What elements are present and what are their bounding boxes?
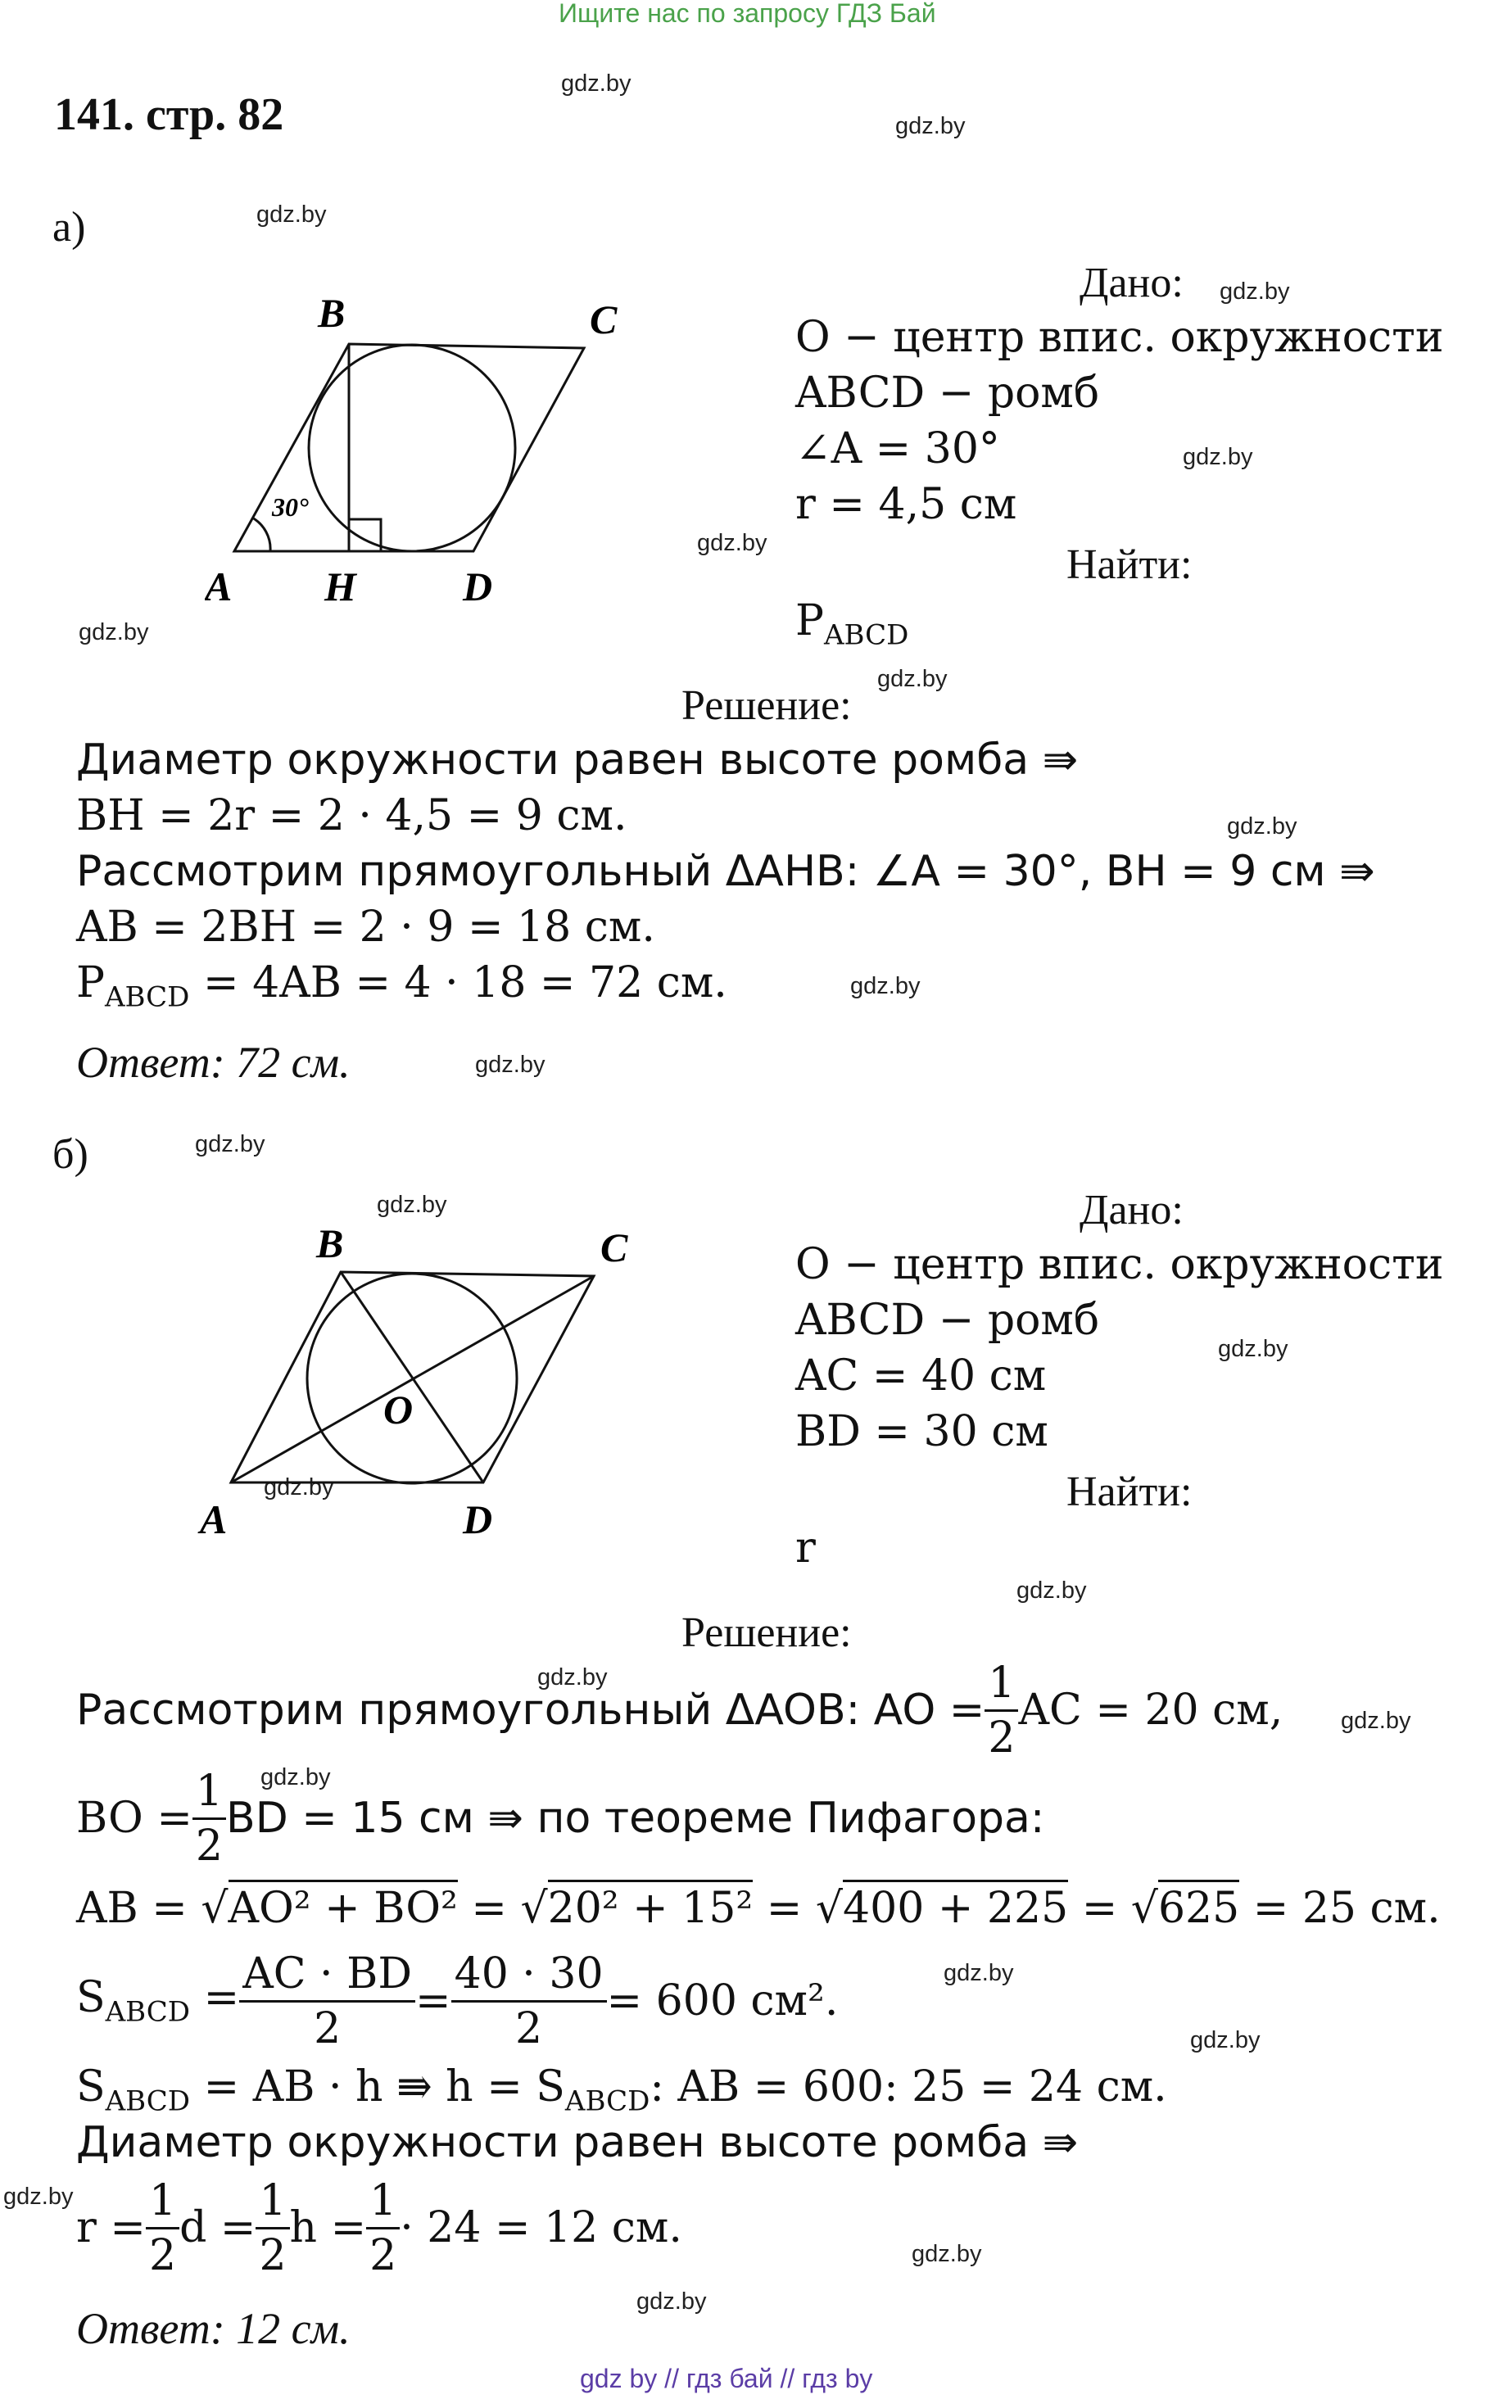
given-b-1: O − центр впис. окружности: [795, 1240, 1444, 1289]
label-c: C: [600, 1224, 628, 1270]
label-c: C: [590, 296, 618, 342]
given-a-1: O − центр впис. окружности: [795, 313, 1444, 362]
given-title-b: Дано:: [1080, 1187, 1184, 1233]
part-a-label: а): [52, 204, 86, 251]
fraction-half: $\frac{1}{2}$: [192, 1770, 226, 1867]
solution-title-a: Решение:: [681, 682, 852, 729]
watermark: gdz.by: [895, 113, 966, 139]
solution-a-line-2: BH = 2r = 2 · 4,5 = 9 см.: [76, 791, 627, 840]
answer-a: Ответ: 72 см.: [76, 1038, 351, 1087]
label-b: B: [316, 1224, 344, 1266]
watermark: gdz.by: [1016, 1577, 1087, 1604]
watermark: gdz.by: [561, 70, 632, 97]
rhombus-figure-a: [205, 291, 663, 618]
solution-b-line-3: AB = √AO² + BO² = √20² + 15² = √400 + 225 = √625 = 25 см.: [76, 1884, 1441, 1933]
label-a: A: [200, 1496, 228, 1542]
watermark: gdz.by: [260, 1764, 331, 1790]
given-a-2: ABCD − ромб: [795, 369, 1100, 418]
fraction-half: $\frac{1}{2}$: [985, 1662, 1018, 1759]
watermark: gdz.by: [475, 1052, 545, 1078]
watermark: gdz.by: [3, 2184, 74, 2210]
rhombus-figure-b: [197, 1224, 655, 1552]
fraction-half: $\frac{1}{2}$: [256, 2179, 289, 2277]
given-a-4: r = 4,5 см: [795, 480, 1017, 529]
search-banner: Ищите нас по запросу ГДЗ Бай: [559, 0, 936, 28]
watermark: gdz.by: [912, 2241, 982, 2267]
watermark: gdz.by: [256, 201, 327, 228]
watermark: gdz.by: [1341, 1708, 1411, 1734]
answer-b: Ответ: 12 см.: [76, 2304, 351, 2353]
solution-a-line-5: $P_{ABCD} = 4AB = 4 \cdot 18 = 72$ см.: [76, 958, 727, 1014]
watermark: gdz.by: [1227, 813, 1297, 840]
part-b-label: б): [52, 1131, 88, 1178]
right-angle-mark: [349, 519, 381, 551]
watermark: gdz.by: [944, 1960, 1014, 1986]
diagonal-bd: [341, 1272, 483, 1482]
footer-links: gdz by // гдз бай // гдз by: [580, 2364, 873, 2393]
given-b-3: AC = 40 см: [795, 1351, 1047, 1401]
fraction-area: $\frac{AC \cdot BD}{2}$: [239, 1953, 415, 2050]
watermark: gdz.by: [377, 1192, 447, 1218]
label-o: O: [383, 1387, 414, 1433]
solution-b-line-2: BO = $\frac{1}{2}$ BD = 15 см ⇛ по теореме Пифагора:: [76, 1766, 1045, 1871]
solution-title-b: Решение:: [681, 1609, 852, 1656]
watermark: gdz.by: [79, 619, 149, 645]
solution-b-line-6: Диаметр окружности равен высоте ромба ⇛: [76, 2118, 1079, 2167]
solution-b-line-4: $S_{ABCD}$ = $\frac{AC \cdot BD}{2}$ = $\frac{40 \cdot 30}{2}$ = 600 см².: [76, 1949, 839, 2053]
given-a-3: ∠A = 30°: [795, 424, 1000, 473]
watermark: gdz.by: [636, 2288, 707, 2315]
watermark: gdz.by: [877, 666, 948, 692]
label-d: D: [463, 564, 493, 609]
find-title-b: Найти:: [1066, 1469, 1193, 1515]
fraction-area-values: $\frac{40 \cdot 30}{2}$: [451, 1953, 607, 2050]
fraction-half: $\frac{1}{2}$: [366, 2179, 400, 2277]
watermark: gdz.by: [1190, 2027, 1261, 2053]
watermark: gdz.by: [537, 1664, 608, 1691]
angle-label: 30°: [272, 492, 309, 522]
given-b-2: ABCD − ромб: [795, 1296, 1100, 1345]
watermark: gdz.by: [1218, 1336, 1288, 1362]
watermark: gdz.by: [850, 973, 921, 999]
solution-b-line-1: Рассмотрим прямоугольный ΔAOB: AO = $\frac{1}{2}$ AC = 20 см,: [76, 1658, 1283, 1763]
given-title-a: Дано:: [1080, 260, 1184, 306]
label-d: D: [463, 1496, 493, 1542]
watermark: gdz.by: [1220, 278, 1290, 305]
solution-b-line-5: $S_{ABCD}$ = AB · h ⇛ $h = S_{ABCD}$: AB = 600: 25 = 24 см.: [76, 2062, 1167, 2118]
angle-arc: [252, 518, 270, 551]
given-b-4: BD = 30 см: [795, 1407, 1048, 1456]
solution-a-line-3: Рассмотрим прямоугольный ΔAHB: ∠A = 30°, BH = 9 см ⇛: [76, 847, 1375, 896]
inscribed-circle: [309, 345, 515, 551]
fraction-half: $\frac{1}{2}$: [146, 2179, 179, 2277]
watermark: gdz.by: [195, 1131, 265, 1157]
find-a: $P_{ABCD}$: [795, 596, 909, 652]
label-a: A: [205, 564, 233, 609]
solution-a-line-1: Диаметр окружности равен высоте ромба ⇛: [76, 736, 1079, 785]
label-b: B: [318, 291, 346, 336]
find-title-a: Найти:: [1066, 541, 1193, 588]
watermark: gdz.by: [264, 1474, 334, 1500]
find-b: r: [795, 1523, 816, 1573]
watermark: gdz.by: [1183, 444, 1253, 470]
watermark: gdz.by: [697, 530, 767, 556]
task-title: 141. стр. 82: [54, 89, 284, 140]
solution-a-line-4: AB = 2BH = 2 · 9 = 18 см.: [76, 903, 655, 952]
label-h: H: [324, 564, 356, 609]
solution-b-line-7: r = $\frac{1}{2}$ d = $\frac{1}{2}$ h = $\frac{1}{2}$ · 24 = 12 см.: [76, 2175, 682, 2280]
